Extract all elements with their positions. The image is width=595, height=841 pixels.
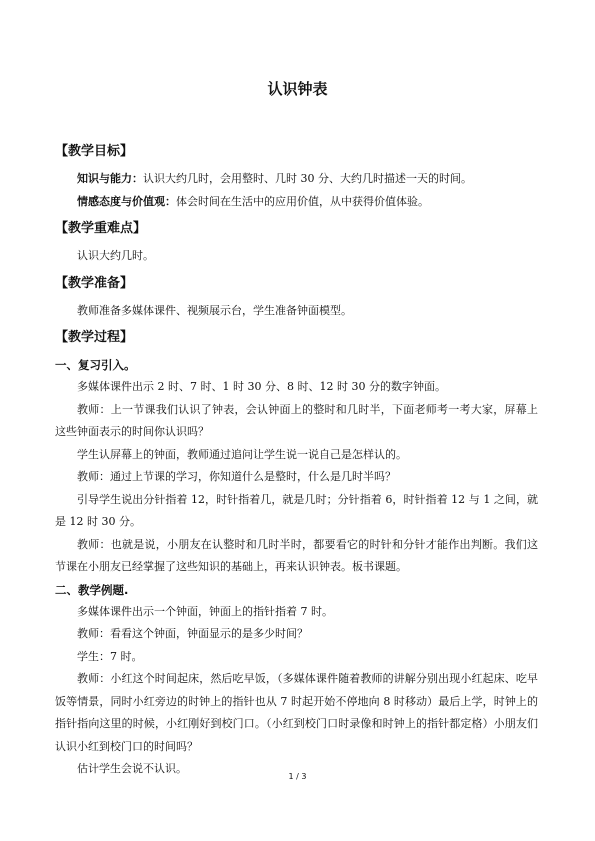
section-heading-goals: 【教学目标】	[55, 144, 134, 159]
process-part1-paragraph: 多媒体课件出示 2 时、7 时、1 时 30 分、8 时、12 时 30 分的数字钟面。	[77, 380, 446, 393]
process-part1-heading: 一、复习引入。	[55, 358, 136, 372]
section-heading-process: 【教学过程】	[55, 330, 134, 345]
process-part1-paragraph: 学生认屏幕上的钟面，教师通过追问让学生说一说自己是怎样认的。	[77, 447, 407, 461]
goal-attitude-text: 体会时间在生活中的应用价值，从中获得价值体验。	[176, 194, 429, 208]
goal-knowledge-label: 知识与能力：	[77, 172, 143, 185]
process-part2-paragraph: 教师：小红这个时间起床，然后吃早饭，（多媒体课件随着教师的讲解分别出现小红起床、吃早饭等情景，同时小红旁边的时钟上的指针也从 7 时起开始不停地向 8 时移动）最后上学，时钟上的指针指向这里的时候，小红刚好到校门口。（小红到校门口时录像和时钟上的指针都定格）小朋友们认识小红到校门口的时间吗？	[55, 672, 538, 753]
process-part1-paragraph: 引导学生说出分针指着 12，时针指着几，就是几时；分针指着 6，时针指着 12 与 1 之间，就是 12 时 30 分。	[55, 492, 538, 528]
key-points-text: 认识大约几时。	[77, 249, 154, 262]
section-heading-preparation: 【教学准备】	[55, 275, 134, 291]
process-part1-paragraph: 教师：通过上节课的学习，你知道什么是整时，什么是几时半吗？	[77, 470, 396, 483]
goal-attitude	[55, 191, 538, 214]
goal-attitude-label: 情感态度与价值观：	[77, 194, 176, 208]
goal-knowledge-text: 认识大约几时，会用整时、几时 30 分、大约几时描述一天的时间。	[143, 172, 472, 185]
process-part2-paragraph: 多媒体课件出示一个钟面，钟面上的指针指着 7 时。	[77, 604, 333, 618]
page-number: 1 / 3	[288, 772, 307, 781]
document-body	[55, 140, 538, 781]
process-part1-paragraph: 教师：也就是说，小朋友在认整时和几时半时，都要看它的时针和分针才能作出判断。我们这节课在小朋友已经掌握了这些知识的基础上，再来认识钟表。板书课题。	[55, 537, 538, 573]
process-part2-paragraph: 教师：看看这个钟面，钟面显示的是多少时间？	[77, 627, 308, 640]
section-heading-key-points: 【教学重难点】	[55, 221, 147, 236]
goal-knowledge	[55, 168, 538, 191]
process-part2-paragraph: 估计学生会说不认识。	[77, 762, 187, 775]
page-title: 认识钟表	[267, 80, 328, 98]
process-part1-paragraph: 教师：上一节课我们认识了钟表，会认钟面上的整时和几时半，下面老师考一考大家，屏幕上这些钟面表示的时间你认识吗？	[55, 402, 538, 438]
process-part2-heading: 二、教学例题.	[55, 582, 129, 597]
process-part2-paragraph: 学生：7 时。	[77, 649, 143, 663]
preparation-text: 教师准备多媒体课件、视频展示台，学生准备钟面模型。	[77, 303, 352, 317]
